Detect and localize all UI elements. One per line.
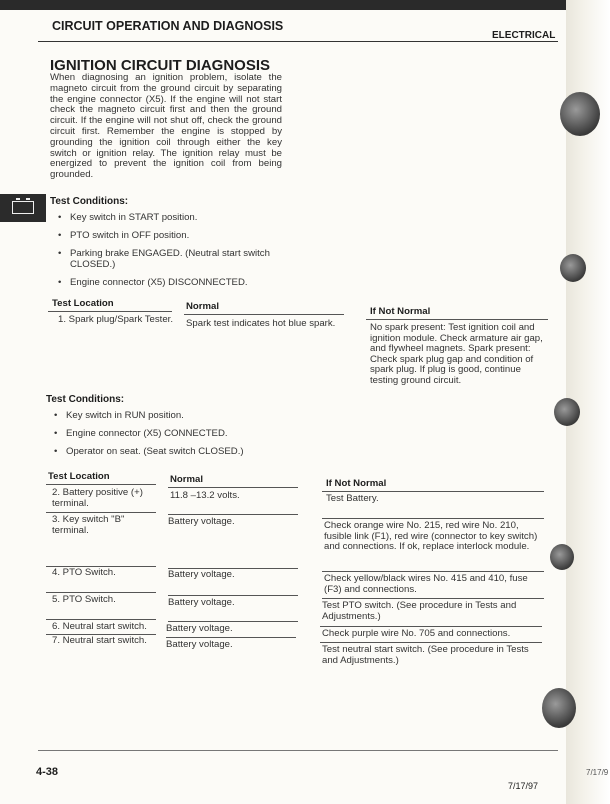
condition-item: • Operator on seat. (Seat switch CLOSED.) <box>54 446 294 457</box>
table-cell-if-not-normal: Check orange wire No. 215, red wire No. 210, fusible link (F1), red wire (connector to key switch) and connections. If ok, replace interlock module. <box>324 520 538 553</box>
table-cell-if-not-normal: Check yellow/black wires No. 415 and 410, fuse (F3) and connections. <box>324 573 528 595</box>
table-rule <box>322 571 544 572</box>
table-cell-location: 1. Spark plug/Spark Tester. <box>58 314 174 325</box>
table-cell-if-not-normal: Test PTO switch. (See procedure in Tests and Adjustments.) <box>322 600 517 622</box>
condition-item: • PTO switch in OFF position. <box>58 230 288 241</box>
condition-item: • Engine connector (X5) CONNECTED. <box>54 428 294 439</box>
category-header: ELECTRICAL <box>492 30 556 41</box>
condition-item: • Engine connector (X5) DISCONNECTED. <box>58 277 288 288</box>
table-cell-if-not-normal: Check purple wire No. 705 and connections. <box>322 628 511 639</box>
column-header-test-location: Test Location <box>52 298 114 309</box>
table-rule <box>168 595 298 596</box>
table-cell-normal: Battery voltage. <box>166 623 233 634</box>
table-rule <box>322 518 544 519</box>
test-conditions-list <box>54 410 294 464</box>
table-rule <box>184 314 344 315</box>
table-cell-normal: 11.8 –13.2 volts. <box>170 490 240 501</box>
table-rule <box>46 484 156 485</box>
table-cell-location: 5. PTO Switch. <box>52 594 116 605</box>
table-cell-if-not-normal: No spark present: Test ignition coil and ignition module. Check armature air gap, and flywheel magnets. Spark present: Check spark plug gap and condition of spark plug. If plug is good, continue testing ground circuit. <box>370 322 543 386</box>
header-rule <box>38 41 558 42</box>
table-cell-if-not-normal: Test Battery. <box>326 493 379 504</box>
section-header: CIRCUIT OPERATION AND DIAGNOSIS <box>52 19 284 33</box>
table-rule <box>168 621 298 622</box>
table-rule <box>46 512 156 513</box>
test-conditions-label: Test Conditions: <box>46 394 125 405</box>
page-date: 7/17/97 <box>508 781 539 791</box>
next-page-date: 7/17/9 <box>586 768 609 777</box>
binder-hole <box>554 398 580 426</box>
page-number: 4-38 <box>36 766 59 778</box>
table-cell-normal: Battery voltage. <box>168 597 235 608</box>
table-cell-normal: Battery voltage. <box>166 639 233 650</box>
table-cell-location: 3. Key switch "B" terminal. <box>52 514 125 536</box>
column-header-normal: Normal <box>186 301 220 312</box>
table-rule <box>46 619 156 620</box>
table-rule <box>168 514 298 515</box>
column-header-test-location: Test Location <box>48 471 110 482</box>
table-cell-location: 4. PTO Switch. <box>52 567 116 578</box>
table-rule <box>166 637 296 638</box>
column-header-normal: Normal <box>170 474 204 485</box>
table-rule <box>320 642 542 643</box>
binder-hole <box>542 688 576 728</box>
binder-hole <box>550 544 574 570</box>
table-rule <box>366 319 548 320</box>
table-cell-location: 6. Neutral start switch. <box>52 621 147 632</box>
intro-paragraph: When diagnosing an ignition problem, isolate the magneto circuit from the ground circuit by separating the engine connector (X5). If the engine will not start check the magneto circuit first and then the ground circuit. If the engine will not shut off, check the ground circuit first. Remember the engine is stopped by grounding the ignition coil through either the key switch or ignition relay. The ignition relay must be energized to prevent the ignition coil from being grounded. <box>50 72 282 181</box>
binder-hole <box>560 92 600 136</box>
table-cell-if-not-normal: Test neutral start switch. (See procedure in Tests and Adjustments.) <box>322 644 529 666</box>
table-rule <box>168 487 298 488</box>
condition-item: • Key switch in RUN position. <box>54 410 294 421</box>
condition-item: • Parking brake ENGAGED. (Neutral start switch CLOSED.) <box>58 248 288 270</box>
table-cell-normal: Battery voltage. <box>168 569 235 580</box>
table-cell-location: 2. Battery positive (+) terminal. <box>52 487 143 509</box>
column-header-if-not-normal: If Not Normal <box>326 478 387 489</box>
table-rule <box>322 491 544 492</box>
battery-icon <box>12 201 34 214</box>
binder-hole <box>560 254 586 282</box>
table-rule <box>320 626 542 627</box>
table-rule <box>48 311 172 312</box>
table-cell-normal: Battery voltage. <box>168 516 235 527</box>
table-cell-normal: Spark test indicates hot blue spark. <box>186 318 336 329</box>
table-rule <box>322 598 544 599</box>
electrical-tab <box>0 194 46 222</box>
test-conditions-label: Test Conditions: <box>50 196 129 207</box>
scan-top-edge <box>0 0 610 10</box>
column-header-if-not-normal: If Not Normal <box>370 306 431 317</box>
footer-rule <box>38 750 558 751</box>
page-title: IGNITION CIRCUIT DIAGNOSIS <box>50 57 271 74</box>
table-cell-location: 7. Neutral start switch. <box>52 635 147 646</box>
condition-item: • Key switch in START position. <box>58 212 288 223</box>
test-conditions-list <box>58 212 288 295</box>
table-rule <box>46 592 156 593</box>
